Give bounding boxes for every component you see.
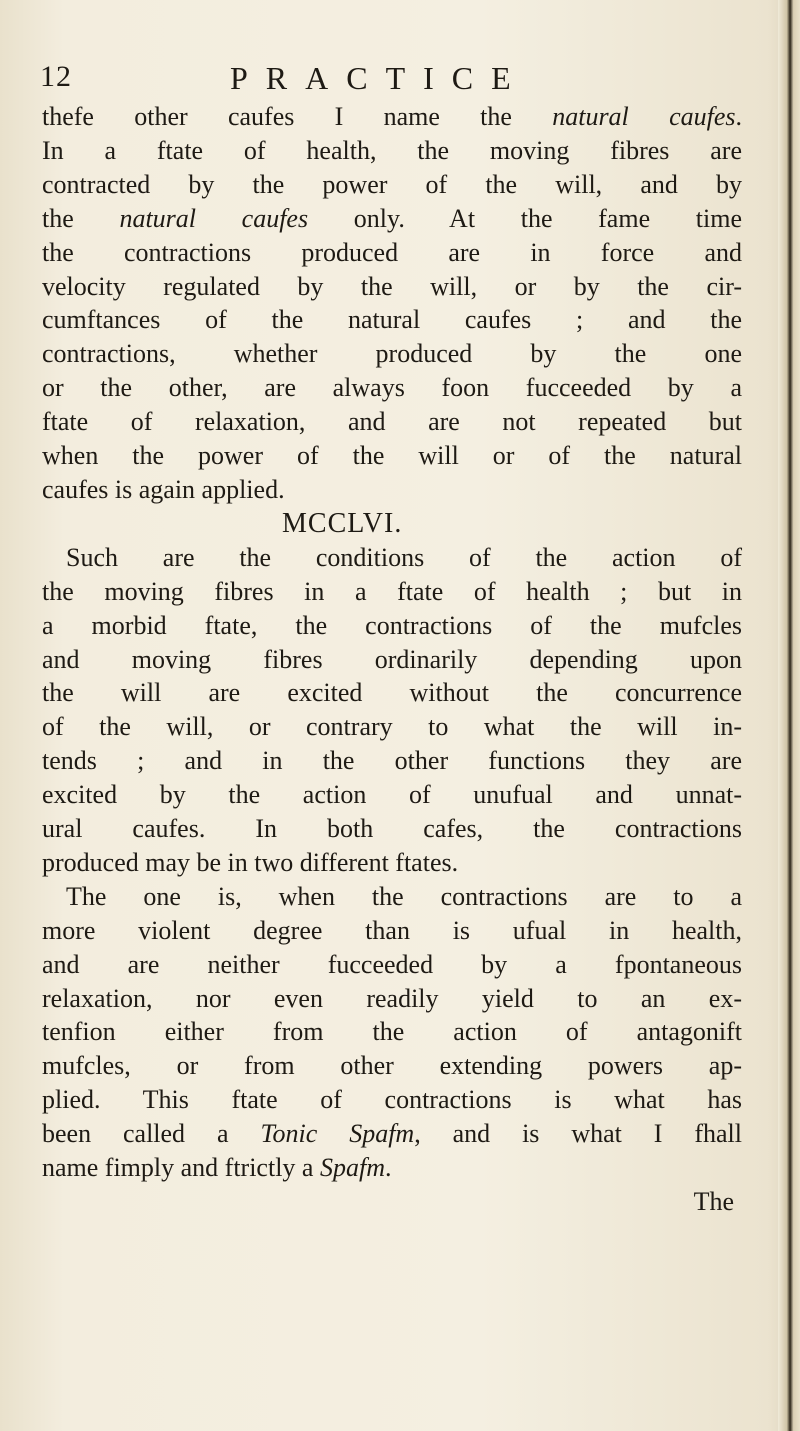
catchword: The (693, 1187, 734, 1216)
italic-term: natural caufes (119, 203, 309, 233)
text-line: ural caufes. In both cafes, the contractions (42, 814, 742, 844)
text-line: ftate of relaxation, and are not repeated but (42, 407, 742, 437)
text-run: , and is what I fhall (414, 1119, 743, 1149)
paragraph-3 (42, 880, 742, 1185)
text-line: caufes is again applied. (42, 474, 285, 504)
text-line: when the power of the will or of the natural (42, 441, 742, 471)
text-line: velocity regulated by the will, or by the cir- (42, 271, 742, 301)
text-line (42, 100, 742, 134)
text-line: the natural caufes only. At the fame time (42, 203, 742, 233)
text-line: contractions, whether produced by the one (42, 339, 742, 369)
text-line: the moving fibres in a ftate of health ; but in (42, 576, 742, 606)
page-header (40, 60, 700, 100)
text-line (42, 1117, 742, 1151)
text-line: produced may be in two different ftates. (42, 847, 459, 877)
text-line: The one is, when the contractions are to a (66, 881, 742, 911)
text-line: In a ftate of health, the moving fibres are (42, 135, 742, 165)
text-line: and are neither fucceeded by a fpontaneous (42, 949, 742, 979)
italic-term: natural caufes (552, 102, 736, 131)
italic-term: Spafm (319, 1153, 385, 1183)
text-line (42, 1151, 742, 1185)
text-run: name fimply and ftrictly a (42, 1153, 320, 1183)
text-line: more violent degree than is ufual in health, (42, 915, 742, 945)
text-line: tends ; and in the other functions they are (42, 746, 742, 776)
text-line: cumftances of the natural caufes ; and the (42, 305, 742, 335)
text-line: mufcles, or from other extending powers ap- (42, 1051, 742, 1081)
text-line: plied. This ftate of contractions is what has (42, 1085, 742, 1115)
running-head: PRACTICE (230, 60, 529, 96)
text-line-content: thefe other caufes I name the natural caufes. (42, 102, 742, 131)
text-line: excited by the action of unufual and unnat- (42, 780, 742, 810)
body-text (42, 100, 742, 1219)
section-number: MCCLVI. (282, 507, 403, 539)
text-line: and moving fibres ordinarily depending upon (42, 644, 742, 674)
page-edge (778, 0, 800, 1431)
italic-term: Tonic Spafm (260, 1119, 415, 1149)
text-line: the will are excited without the concurrence (42, 678, 742, 708)
paragraph-1 (42, 100, 742, 507)
text-run: been called a (42, 1119, 261, 1149)
text-line: of the will, or contrary to what the will in- (42, 712, 742, 742)
text-line: or the other, are always foon fucceeded by a (42, 373, 742, 403)
text-line: a morbid ftate, the contractions of the mufcles (42, 610, 742, 640)
paragraph-2 (42, 541, 742, 880)
page-number: 12 (40, 60, 72, 93)
text-line: tenfion either from the action of antagonift (42, 1017, 742, 1047)
text-line: the contractions produced are in force and (42, 237, 742, 267)
text-line: Such are the conditions of the action of (66, 542, 742, 572)
text-line: contracted by the power of the will, and by (42, 169, 742, 199)
text-line: relaxation, nor even readily yield to an ex- (42, 983, 742, 1013)
text-run: . (384, 1153, 392, 1183)
